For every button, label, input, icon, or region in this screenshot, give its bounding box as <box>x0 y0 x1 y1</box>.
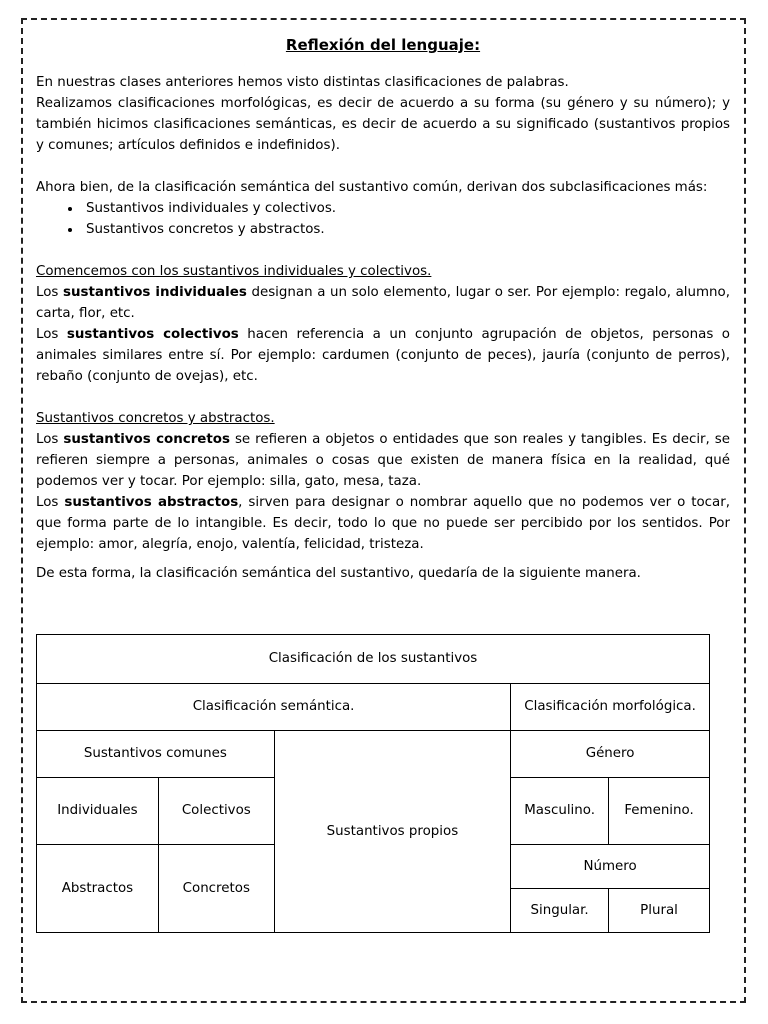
morphological-cell: Clasificación morfológica. <box>511 684 710 731</box>
closing-paragraph: De esta forma, la clasificación semántica del sustantivo, quedaría de la siguiente manera. <box>36 566 641 581</box>
term-individual: sustantivos individuales <box>63 285 247 300</box>
list-item: • Sustantivos individuales y colectivos. <box>82 198 730 219</box>
term-concrete: sustantivos concretos <box>63 432 230 447</box>
term-abstract: sustantivos abstractos <box>64 495 239 510</box>
document-body <box>36 36 730 584</box>
section2-paragraph-1: Los sustantivos concretos se refieren a objetos o entidades que son reales y tangibles. Es decir, se refieren siempre a personas, animales o cosas que existen de manera física en la realidad, qué podemos ver y tocar. Por ejemplo: silla, gato, mesa, taza. <box>36 432 730 489</box>
section1-heading: Comencemos con los sustantivos individuales y colectivos. <box>36 264 432 279</box>
section1-paragraph-2: Los sustantivos colectivos hacen referencia a un conjunto agrupación de objetos, personas o animales similares entre sí. Por ejemplo: cardumen (conjunto de peces), jauría (conjunto de perros), rebaño (conjunto de ovejas), etc. <box>36 327 730 384</box>
term-collective: sustantivos colectivos <box>66 327 239 342</box>
collective-cell: Colectivos <box>158 778 274 845</box>
masculine-cell: Masculino. <box>511 778 609 845</box>
section1-paragraph-1: Los sustantivos individuales designan a un solo elemento, lugar o ser. Por ejemplo: regalo, alumno, carta, flor, etc. <box>36 285 730 321</box>
subclass-list <box>36 198 730 240</box>
intro-paragraph-1: En nuestras clases anteriores hemos visto distintas clasificaciones de palabras. <box>36 75 569 90</box>
feminine-cell: Femenino. <box>609 778 710 845</box>
concrete-cell: Concretos <box>158 845 274 933</box>
semantic-cell: Clasificación semántica. <box>37 684 511 731</box>
common-nouns-cell: Sustantivos comunes <box>37 731 275 778</box>
section2-heading: Sustantivos concretos y abstractos. <box>36 411 275 426</box>
subclass-paragraph: Ahora bien, de la clasificación semántica del sustantivo común, derivan dos subclasificaciones más: <box>36 180 708 195</box>
abstract-cell: Abstractos <box>37 845 159 933</box>
gender-cell: Género <box>511 731 710 778</box>
list-item: • Sustantivos concretos y abstractos. <box>82 219 730 240</box>
table-header: Clasificación de los sustantivos <box>37 635 710 684</box>
number-cell: Número <box>511 845 710 889</box>
page-title: Reflexión del lenguaje: <box>285 36 481 54</box>
singular-cell: Singular. <box>511 889 609 933</box>
intro-paragraph-2: Realizamos clasificaciones morfológicas, es decir de acuerdo a su forma (su género y su número); y también hicimos clasificaciones semánticas, es decir de acuerdo a su significado (sustantivos propios y comunes; artículos definidos e indefinidos). <box>36 96 730 153</box>
individual-cell: Individuales <box>37 778 159 845</box>
plural-cell: Plural <box>609 889 710 933</box>
section2-paragraph-2: Los sustantivos abstractos, sirven para designar o nombrar aquello que no podemos ver o tocar, que forma parte de lo intangible. Es decir, todo lo que no puede ser percibido por los sentidos. Por ejemplo: amor, alegría, enojo, valentía, felicidad, tristeza. <box>36 495 730 552</box>
proper-nouns-cell: Sustantivos propios <box>274 731 510 933</box>
classification-table <box>36 634 710 933</box>
